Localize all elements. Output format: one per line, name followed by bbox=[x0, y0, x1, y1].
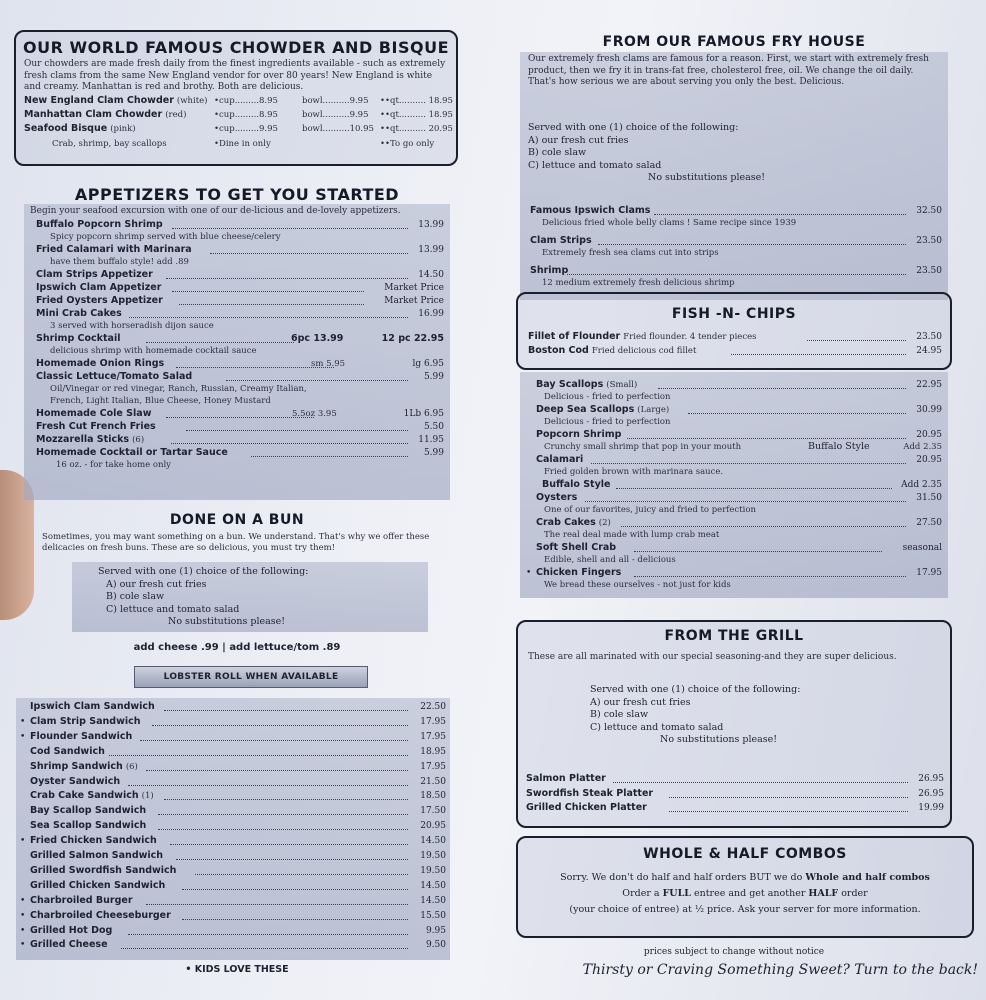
item-name: Seafood Bisque bbox=[24, 123, 108, 134]
leader-dots bbox=[731, 353, 906, 355]
item-name: Deep Sea Scallops bbox=[536, 404, 635, 415]
item-name: Fillet of Flounder bbox=[528, 331, 621, 342]
item-price: 14.50 bbox=[418, 270, 444, 280]
grill-choice-b: B) cole slaw bbox=[590, 709, 649, 720]
grill-intro: These are all marinated with our special seasoning-and they are super delicious. bbox=[528, 652, 897, 662]
bun-title: DONE ON A BUN bbox=[169, 512, 305, 528]
item-name: Grilled Cheese bbox=[30, 939, 108, 951]
item-name: Grilled Salmon Sandwich bbox=[30, 850, 164, 861]
combos-section bbox=[516, 836, 974, 938]
item-note: (pink) bbox=[110, 124, 136, 134]
sandwich-row bbox=[20, 938, 446, 952]
leader-dots bbox=[172, 227, 408, 229]
leader-dots bbox=[627, 437, 906, 439]
item-description: French, Light Italian, Blue Cheese, Honey Mustard bbox=[50, 396, 271, 406]
lobster-roll-ribbon: LOBSTER ROLL WHEN AVAILABLE bbox=[134, 666, 368, 688]
to-go-note: ••To go only bbox=[380, 139, 435, 149]
fryhouse-section bbox=[520, 52, 948, 300]
sandwich-row bbox=[30, 760, 446, 774]
leader-dots bbox=[170, 843, 408, 845]
bun-choice-c: C) lettuce and tomato salad bbox=[106, 603, 240, 615]
grill-title: FROM THE GRILL bbox=[664, 628, 804, 644]
fryhouse-row bbox=[530, 204, 942, 218]
item-name: Mozzarella Sticks bbox=[36, 434, 130, 445]
bun-addons: add cheese .99 | add lettuce/tom .89 bbox=[133, 642, 341, 653]
fry-choice-c: C) lettuce and tomato salad bbox=[528, 159, 662, 171]
leader-dots bbox=[158, 813, 408, 815]
leader-dots bbox=[621, 525, 906, 527]
grill-no-sub: No substitutions please! bbox=[660, 734, 778, 745]
leader-dots bbox=[186, 429, 408, 431]
chowder-cup-price: •cup.........8.95 bbox=[214, 96, 278, 106]
item-description: 12 medium extremely fresh delicious shrimp bbox=[542, 278, 735, 288]
fry-choice-b: B) cole slaw bbox=[528, 147, 587, 158]
item-description: One of our favorites, juicy and fried to perfection bbox=[544, 504, 756, 515]
leader-dots bbox=[567, 273, 906, 275]
item-name: Ipswich Clam Appetizer bbox=[36, 282, 162, 293]
item-price: 21.50 bbox=[420, 776, 446, 787]
leader-dots bbox=[226, 379, 408, 381]
item-name: Oyster Sandwich bbox=[30, 775, 121, 787]
bun-choices bbox=[98, 566, 308, 629]
item-description: Delicious - fried to perfection bbox=[544, 416, 671, 427]
item-price: 18.95 bbox=[420, 746, 446, 757]
chowder-section bbox=[14, 30, 458, 166]
item-name: Calamari bbox=[536, 454, 584, 465]
appetizer-row bbox=[36, 268, 444, 282]
grill-choice-a: A) our fresh cut fries bbox=[590, 696, 691, 708]
chowder-title: OUR WORLD FAMOUS CHOWDER AND BISQUE bbox=[23, 38, 449, 57]
item-name: Shrimp Cocktail bbox=[36, 333, 121, 344]
item-note: (red) bbox=[165, 110, 187, 120]
item-name: Classic Lettuce/Tomato Salad bbox=[36, 371, 193, 382]
grill-choice-head: Served with one (1) choice of the following: bbox=[590, 684, 801, 695]
leader-dots bbox=[807, 339, 906, 341]
item-description: Edible, shell and all - delicious bbox=[544, 554, 676, 565]
item-price: 9.50 bbox=[425, 940, 446, 951]
leader-dots bbox=[146, 769, 408, 771]
onion-rings-small-price: sm 5.95 bbox=[311, 359, 346, 369]
grill-row bbox=[526, 801, 944, 815]
item-note: (2) bbox=[598, 518, 611, 528]
item-name: Fried Chicken Sandwich bbox=[30, 835, 157, 847]
fried-specials-section bbox=[520, 372, 948, 598]
item-name: Shrimp Sandwich bbox=[30, 760, 123, 772]
item-name: Fried Calamari with Marinara bbox=[36, 244, 192, 255]
bun-choice-a: A) our fresh cut fries bbox=[106, 578, 207, 590]
item-description: Extremely fresh sea clams cut into strips bbox=[542, 248, 719, 258]
chowder-qt-price: ••qt.......... 18.95 bbox=[380, 110, 453, 120]
leader-dots bbox=[634, 575, 907, 577]
appetizers-intro: Begin your seafood excursion with one of our de-licious and de-lovely appetizers. bbox=[30, 206, 401, 216]
leader-dots bbox=[171, 442, 408, 444]
item-description: delicious shrimp with homemade cocktail sauce bbox=[50, 346, 257, 356]
sandwich-row bbox=[30, 745, 446, 759]
item-description: Crab, shrimp, bay scallops bbox=[52, 139, 167, 149]
turn-to-back-note: Thirsty or Craving Something Sweet? Turn to the back! bbox=[582, 962, 978, 978]
sandwich-row bbox=[30, 864, 446, 878]
leader-dots bbox=[669, 810, 908, 812]
item-note: (white) bbox=[176, 96, 208, 106]
item-price: 14.50 bbox=[420, 895, 446, 906]
item-description: Fried golden brown with marinara sauce. bbox=[544, 466, 724, 477]
leader-dots bbox=[195, 873, 408, 875]
grill-row bbox=[526, 787, 944, 801]
leader-dots bbox=[146, 341, 294, 343]
item-note: (Small) bbox=[606, 380, 638, 390]
item-price: 15.50 bbox=[420, 910, 446, 921]
grill-row bbox=[526, 772, 944, 786]
dine-in-note: •Dine in only bbox=[214, 139, 271, 149]
item-name: Manhattan Clam Chowder bbox=[24, 109, 163, 120]
item-name: Homemade Cocktail or Tartar Sauce bbox=[36, 447, 228, 458]
leader-dots bbox=[109, 754, 408, 756]
item-description: Spicy popcorn shrimp served with blue cheese/celery bbox=[50, 232, 281, 242]
item-name: Cod Sandwich bbox=[30, 745, 105, 757]
item-price: 30.99 bbox=[916, 405, 942, 415]
appetizer-row bbox=[36, 307, 444, 321]
item-price: 31.50 bbox=[916, 493, 942, 503]
item-bullet: • bbox=[20, 716, 26, 727]
chowder-bowl-price: bowl..........10.95 bbox=[302, 124, 374, 134]
item-price: 19.50 bbox=[420, 865, 446, 876]
sandwich-row bbox=[30, 700, 446, 714]
fryhouse-row bbox=[530, 264, 942, 278]
fish-chips-row bbox=[528, 330, 942, 344]
grill-choices bbox=[590, 684, 800, 747]
item-price: 14.50 bbox=[420, 836, 446, 847]
leader-dots bbox=[121, 947, 408, 949]
item-name: Buffalo Popcorn Shrimp bbox=[36, 219, 163, 230]
cocktail-12pc-price: 12 pc 22.95 bbox=[381, 333, 444, 344]
appetizer-row bbox=[36, 332, 444, 346]
item-price: 27.50 bbox=[916, 518, 942, 528]
item-name: Sea Scallop Sandwich bbox=[30, 820, 147, 832]
item-price: 5.99 bbox=[423, 372, 444, 382]
item-name: Homemade Cole Slaw bbox=[36, 408, 152, 419]
calamari-buffalo-label: Buffalo Style bbox=[542, 479, 611, 490]
item-name: Grilled Chicken Sandwich bbox=[30, 879, 166, 891]
item-name: Grilled Swordfish Sandwich bbox=[30, 864, 177, 876]
combos-line-2b: FULL bbox=[662, 888, 691, 899]
item-bullet: • bbox=[20, 910, 26, 921]
item-price: 23.50 bbox=[916, 236, 942, 246]
item-name: Salmon Platter bbox=[526, 773, 606, 784]
leader-dots bbox=[688, 412, 906, 414]
item-price: 24.95 bbox=[916, 346, 942, 356]
item-name: Grilled Hot Dog bbox=[30, 924, 113, 936]
item-price: 14.50 bbox=[420, 880, 446, 891]
item-description: Delicious fried whole belly clams ! Same recipe since 1939 bbox=[542, 218, 797, 228]
cole-slaw-small-price: 5.5oz 3.95 bbox=[292, 409, 337, 419]
leader-dots bbox=[158, 828, 408, 830]
leader-dots bbox=[616, 487, 892, 489]
item-description: 3 served with horseradish dijon sauce bbox=[50, 321, 214, 331]
leader-dots bbox=[166, 277, 408, 279]
item-description: Crunchy small shrimp that pop in your mouth bbox=[544, 441, 742, 452]
item-price: Market Price bbox=[384, 296, 444, 306]
item-price: 17.50 bbox=[420, 806, 446, 817]
item-description: Fried delicious cod fillet bbox=[591, 346, 697, 356]
sandwich-row bbox=[30, 819, 446, 833]
combos-line-2 bbox=[518, 886, 972, 902]
chowder-intro: Our chowders are made fresh daily from the finest ingredients available - such as extremely fresh clams from the same New England vendor for over 80 years! New England is white and creamy. Manhattan is red and brothy. Both are delicious. bbox=[24, 59, 446, 92]
item-price: 22.50 bbox=[420, 702, 446, 712]
leader-dots bbox=[658, 387, 906, 389]
combos-line-2a: Order a bbox=[622, 888, 663, 899]
appetizer-row bbox=[36, 357, 444, 371]
calamari-buffalo-row bbox=[536, 478, 942, 492]
item-name: Bay Scallop Sandwich bbox=[30, 805, 147, 817]
item-name: Chicken Fingers bbox=[536, 567, 622, 578]
item-note: (Large) bbox=[637, 405, 670, 415]
fry-choice-head: Served with one (1) choice of the following: bbox=[528, 122, 739, 133]
sandwich-row bbox=[20, 730, 446, 744]
item-bullet: • bbox=[20, 895, 26, 906]
item-name: Oysters bbox=[536, 492, 578, 503]
combos-line-2e: order bbox=[838, 888, 868, 899]
item-price: 22.95 bbox=[916, 380, 942, 390]
buffalo-style-label: Buffalo Style bbox=[808, 440, 870, 452]
item-name: Clam Strips bbox=[530, 235, 592, 246]
chowder-qt-price: ••qt.......... 20.95 bbox=[380, 124, 453, 134]
leader-dots bbox=[164, 709, 408, 711]
bun-section bbox=[16, 698, 450, 960]
item-price: 19.99 bbox=[918, 803, 944, 813]
item-note: (6) bbox=[132, 435, 145, 445]
item-description: Oil/Vinegar or red vinegar, Ranch, Russian, Creamy Italian, bbox=[50, 384, 307, 394]
chowder-bowl-price: bowl..........9.95 bbox=[302, 96, 369, 106]
item-price: 20.95 bbox=[916, 430, 942, 440]
item-name: Crab Cakes bbox=[536, 517, 596, 528]
item-name: Boston Cod bbox=[528, 345, 589, 356]
leader-dots bbox=[634, 550, 883, 552]
leader-dots bbox=[654, 213, 906, 215]
fryhouse-intro: Our extremely fresh clams are famous for a reason. First, we start with extremely fresh product, then we fry it in trans-fat free, cholesterol free, oil. We change the oil daily. That's how serious we are about serving you only the best. Delicious. bbox=[528, 54, 929, 87]
sandwich-row bbox=[20, 715, 446, 729]
fishchips-section bbox=[516, 292, 952, 370]
item-name: Soft Shell Crab bbox=[536, 542, 617, 553]
item-price: 13.99 bbox=[418, 245, 444, 255]
item-name: Charbroiled Cheeseburger bbox=[30, 909, 171, 921]
item-price: 17.95 bbox=[420, 731, 446, 742]
chowder-row bbox=[24, 122, 453, 136]
item-name: Flounder Sandwich bbox=[30, 730, 133, 742]
appetizer-row bbox=[36, 446, 444, 460]
kids-love-note: • KIDS LOVE THESE bbox=[185, 964, 289, 975]
sandwich-row bbox=[30, 775, 446, 789]
item-bullet: • bbox=[526, 568, 532, 578]
leader-dots bbox=[140, 739, 408, 741]
appetizer-row bbox=[36, 420, 444, 434]
item-price: 26.95 bbox=[918, 788, 944, 799]
item-name: New England Clam Chowder bbox=[24, 95, 174, 106]
item-name: Grilled Chicken Platter bbox=[526, 802, 647, 813]
appetizer-row bbox=[36, 407, 444, 421]
fish-chips-row bbox=[528, 344, 942, 358]
item-name: Fresh Cut French Fries bbox=[36, 421, 156, 432]
item-name: Charbroiled Burger bbox=[30, 894, 133, 906]
item-price: seasonal bbox=[902, 543, 942, 553]
appetizers-section bbox=[24, 204, 450, 500]
appetizer-row bbox=[36, 433, 444, 447]
item-description: We bread these ourselves - not just for kids bbox=[544, 579, 731, 590]
item-price: 5.50 bbox=[423, 422, 444, 432]
bun-choice-b: B) cole slaw bbox=[106, 591, 165, 602]
combos-line-2d: HALF bbox=[808, 888, 839, 899]
item-note: (1) bbox=[141, 791, 154, 802]
leader-dots bbox=[598, 243, 906, 245]
onion-rings-large-price: lg 6.95 bbox=[412, 359, 444, 369]
item-price: 18.50 bbox=[420, 791, 446, 802]
cocktail-6pc-price: 6pc 13.99 bbox=[291, 333, 344, 344]
combos-line-1 bbox=[518, 870, 972, 886]
item-name: Clam Strip Sandwich bbox=[30, 715, 141, 727]
item-price: 20.95 bbox=[420, 821, 446, 832]
sandwich-row bbox=[20, 924, 446, 938]
leader-dots bbox=[129, 316, 408, 318]
item-name: Fried Oysters Appetizer bbox=[36, 295, 163, 306]
combos-line-1-text: Sorry. We don't do half and half orders BUT we do bbox=[560, 872, 806, 883]
item-price: 20.95 bbox=[916, 455, 942, 465]
item-price: 23.50 bbox=[916, 266, 942, 276]
leader-dots bbox=[669, 796, 908, 798]
item-name: Crab Cake Sandwich bbox=[30, 790, 139, 802]
calamari-buffalo-price: Add 2.35 bbox=[901, 480, 942, 490]
leader-dots bbox=[251, 455, 408, 457]
leader-dots bbox=[182, 888, 408, 890]
fryhouse-title: FROM OUR FAMOUS FRY HOUSE bbox=[602, 34, 866, 50]
chowder-qt-price: ••qt.......... 18.95 bbox=[380, 96, 453, 106]
leader-dots bbox=[591, 462, 906, 464]
appetizer-row bbox=[36, 218, 444, 232]
item-name: Popcorn Shrimp bbox=[536, 429, 622, 440]
combos-text bbox=[518, 870, 972, 918]
item-price: 32.50 bbox=[916, 206, 942, 216]
appetizers-title: APPETIZERS TO GET YOU STARTED bbox=[74, 185, 400, 204]
grill-section bbox=[516, 620, 952, 828]
item-note: (6) bbox=[125, 761, 138, 772]
combos-line-2c: entree and get another bbox=[690, 888, 809, 899]
item-bullet: • bbox=[20, 731, 26, 742]
leader-dots bbox=[613, 781, 908, 783]
item-bullet: • bbox=[20, 925, 26, 936]
combos-line-1-bold: Whole and half combos bbox=[805, 872, 930, 883]
item-price: 17.95 bbox=[420, 716, 446, 727]
item-name: Mini Crab Cakes bbox=[36, 308, 122, 319]
sandwich-row bbox=[20, 894, 446, 908]
item-description: Fried flounder. 4 tender pieces bbox=[623, 332, 757, 342]
item-price: 17.95 bbox=[916, 568, 942, 578]
item-price: 17.95 bbox=[420, 761, 446, 772]
bun-intro: Sometimes, you may want something on a bun. We understand. That's why we offer these delicacies on fresh buns. These are so delicious, you must try them! bbox=[42, 532, 430, 553]
sandwich-row bbox=[20, 834, 446, 848]
appetizer-row bbox=[36, 281, 444, 295]
item-price: 9.95 bbox=[425, 925, 446, 936]
item-name: Shrimp bbox=[530, 265, 569, 276]
item-name: Clam Strips Appetizer bbox=[36, 269, 153, 280]
fishchips-title: FISH -N- CHIPS bbox=[671, 306, 797, 322]
item-name: Swordfish Steak Platter bbox=[526, 787, 654, 799]
item-name: Bay Scallops bbox=[536, 379, 604, 390]
leader-dots bbox=[585, 500, 906, 502]
prices-note: prices subject to change without notice bbox=[643, 947, 825, 957]
buffalo-style-price: Add 2.35 bbox=[903, 441, 942, 452]
sandwich-row bbox=[30, 804, 446, 818]
leader-dots bbox=[176, 858, 408, 860]
leader-dots bbox=[128, 933, 409, 935]
fry-choice-a: A) our fresh cut fries bbox=[528, 134, 629, 146]
leader-dots bbox=[146, 903, 408, 905]
fryhouse-choices bbox=[528, 122, 765, 185]
item-name: Famous Ipswich Clams bbox=[530, 205, 651, 216]
item-price: 26.95 bbox=[918, 774, 944, 784]
chowder-bowl-price: bowl..........9.95 bbox=[302, 110, 369, 120]
fryhouse-row bbox=[530, 234, 942, 248]
bun-choice-head: Served with one (1) choice of the following: bbox=[98, 566, 309, 577]
item-description: The real deal made with lump crab meat bbox=[544, 529, 720, 540]
item-bullet: • bbox=[20, 836, 26, 847]
fry-no-sub: No substitutions please! bbox=[648, 172, 766, 183]
item-bullet: • bbox=[20, 940, 26, 951]
chowder-cup-price: •cup.........8.95 bbox=[214, 110, 278, 120]
item-price: Market Price bbox=[384, 283, 444, 293]
item-name: Homemade Onion Rings bbox=[36, 358, 165, 369]
combos-title: WHOLE & HALF COMBOS bbox=[643, 846, 847, 862]
item-description: have them buffalo style! add .89 bbox=[50, 257, 189, 267]
item-price: 5.99 bbox=[423, 448, 444, 458]
combos-line-3: (your choice of entree) at ½ price. Ask your server for more information. bbox=[569, 904, 921, 915]
chowder-row bbox=[24, 108, 453, 122]
appetizer-row bbox=[36, 370, 444, 384]
sandwich-row bbox=[30, 879, 446, 893]
item-description: Delicious - fried to perfection bbox=[544, 391, 671, 402]
chowder-cup-price: •cup.........9.95 bbox=[214, 124, 278, 134]
item-price: 11.95 bbox=[418, 435, 444, 445]
leader-dots bbox=[182, 918, 408, 920]
cole-slaw-large-price: 1Lb 6.95 bbox=[403, 409, 444, 419]
sandwich-row bbox=[30, 789, 446, 803]
item-price: 13.99 bbox=[418, 220, 444, 230]
grill-choice-c: C) lettuce and tomato salad bbox=[590, 721, 724, 733]
appetizer-row bbox=[36, 243, 444, 257]
leader-dots bbox=[210, 252, 408, 254]
sandwich-row bbox=[20, 909, 446, 923]
bun-no-sub: No substitutions please! bbox=[168, 616, 286, 627]
leader-dots bbox=[172, 290, 364, 292]
leader-dots bbox=[152, 724, 408, 726]
item-description: 16 oz. - for take home only bbox=[56, 460, 171, 470]
leader-dots bbox=[164, 798, 408, 800]
leader-dots bbox=[179, 303, 364, 305]
item-price: 23.50 bbox=[916, 332, 942, 342]
item-price: 19.50 bbox=[420, 851, 446, 861]
leader-dots bbox=[128, 784, 409, 786]
item-price: 16.99 bbox=[418, 309, 444, 319]
chowder-row bbox=[24, 94, 453, 108]
sandwich-row bbox=[30, 849, 446, 863]
appetizer-row bbox=[36, 294, 444, 308]
item-name: Ipswich Clam Sandwich bbox=[30, 701, 155, 712]
